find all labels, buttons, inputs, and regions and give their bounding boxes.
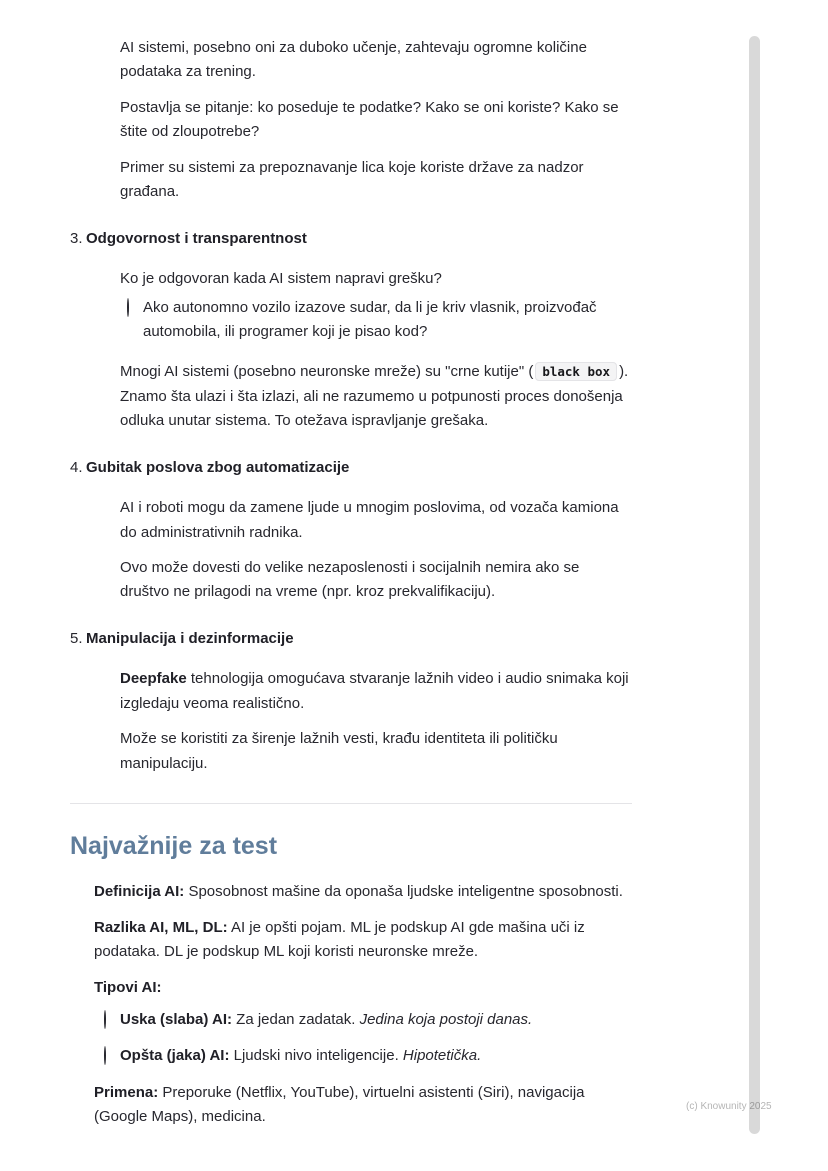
text-bold: Deepfake — [120, 670, 187, 688]
list-item-text — [120, 1008, 632, 1032]
list-item-text: Primer su sistemi za prepoznavanje lica koje koriste države za nadzor građana. — [120, 158, 584, 201]
list-item-text — [94, 1081, 632, 1130]
sub-list-item — [104, 1044, 632, 1068]
list-item-text: Ovo može dovesti do velike nezaposlenosti i socijalnih nemira ako se društvo ne prilagodi na vreme (npr. kroz prekvalifikaciju). — [120, 559, 580, 601]
list-item-text: AI sistemi, posebno oni za duboko učenje, zahtevaju ogromne količine podataka za trening. — [120, 39, 587, 81]
list-item — [104, 156, 632, 205]
text-segment: Mnogi AI sistemi (posebno neuronske mreže) su "crne kutije" ( — [120, 363, 534, 381]
list-item-text — [120, 360, 632, 433]
list-item — [104, 496, 632, 545]
bullet-icon — [104, 156, 120, 205]
list-item — [104, 267, 632, 291]
bullet-icon — [104, 727, 120, 776]
item-number: 5. — [70, 629, 83, 647]
bullet-icon — [78, 916, 94, 965]
list-item-text: Ko je odgovoran kada AI sistem napravi grešku? — [120, 270, 442, 288]
list-item-text: Može se koristiti za širenje lažnih vesti, krađu identiteta ili političku manipulaciju. — [120, 730, 558, 772]
list-item-text: AI i roboti mogu da zamene ljude u mnogim poslovima, od vozača kamiona do administrativnih radnika. — [120, 499, 619, 541]
list-item-text: Ako autonomno vozilo izazove sudar, da li je kriv vlasnik, proizvođač automobila, ili programer koji je pisao kod? — [143, 298, 597, 340]
bullet-icon — [104, 496, 120, 545]
list-item-text — [120, 667, 632, 716]
inline-code: black box — [535, 362, 617, 381]
bullet-icon — [78, 880, 94, 904]
text-bold: Uska (slaba) AI: — [120, 1011, 232, 1029]
bullet-icon — [104, 360, 120, 433]
list-item — [78, 880, 632, 904]
bullet-icon — [104, 267, 120, 291]
list-item — [78, 1081, 632, 1130]
text-segment: AI je opšti pojam. ML je podskup AI gde mašina uči iz podataka. DL je podskup ML koji koristi neuronske mreže. — [94, 918, 585, 961]
sub-list — [70, 296, 632, 345]
text-segment: Ljudski nivo inteligencije. — [229, 1046, 403, 1064]
sub-list — [70, 1008, 632, 1068]
item-title: Manipulacija i dezinformacije — [86, 629, 294, 647]
item-number: 4. — [70, 458, 83, 476]
list-item — [104, 667, 632, 716]
sub-list-item — [127, 296, 632, 345]
text-bold: Primena: — [94, 1083, 159, 1101]
scrollbar[interactable] — [749, 36, 760, 1134]
list-item — [78, 916, 632, 965]
list-item — [104, 727, 632, 776]
item-number: 3. — [70, 229, 83, 247]
document-content — [70, 36, 632, 1141]
text-segment: Za jedan zadatak. — [231, 1011, 360, 1029]
list-item-text: Postavlja se pitanje: ko poseduje te podatke? Kako se oni koriste? Kako se štite od zloupotrebe? — [120, 98, 619, 141]
watermark: (c) Knowunity 2025 — [686, 1101, 772, 1112]
list-item — [104, 556, 632, 605]
text-bold: Definicija AI: — [94, 883, 185, 901]
text-segment: tehnologija omogućava stvaranje lažnih video i audio snimaka koji izgledaju veoma realistično. — [120, 670, 629, 712]
numbered-item-5 — [70, 627, 632, 651]
list-item — [104, 360, 632, 433]
bullet-icon — [104, 667, 120, 716]
circle-bullet-icon — [104, 1008, 120, 1032]
text-segment: Preporuke (Netflix, YouTube), virtuelni asistenti (Siri), navigacija (Google Maps), medicina. — [94, 1083, 585, 1126]
list-item-text — [120, 1044, 632, 1068]
circle-bullet-icon — [127, 296, 143, 345]
text-bold: Razlika AI, ML, DL: — [94, 918, 228, 936]
section-heading: Najvažnije za test — [70, 832, 278, 861]
bullet-icon — [104, 36, 120, 85]
numbered-item-4 — [70, 456, 632, 480]
sub-list-item — [104, 1008, 632, 1032]
item-title: Odgovornost i transparentnost — [86, 229, 307, 247]
bullet-icon — [104, 96, 120, 145]
list-item-text — [94, 880, 632, 904]
text-segment: ). Znamo šta ulazi i šta izlazi, ali ne razumemo u potpunosti proces donošenja odluka unutar sistema. To otežava ispravljanje grešaka. — [120, 363, 629, 430]
list-item — [104, 96, 632, 145]
bullet-icon — [78, 1081, 94, 1130]
list-item — [78, 976, 632, 1000]
text-segment: Sposobnost mašine da oponaša ljudske inteligentne sposobnosti. — [184, 883, 623, 901]
text-italic: Jedina koja postoji danas. — [359, 1011, 533, 1029]
text-bold: Tipovi AI: — [94, 978, 162, 996]
text-bold: Opšta (jaka) AI: — [120, 1046, 230, 1064]
list-item — [104, 36, 632, 85]
bullet-icon — [78, 976, 94, 1000]
section-divider — [70, 803, 632, 804]
text-italic: Hipotetička. — [402, 1046, 482, 1064]
list-item-text — [94, 976, 632, 1000]
list-item-text — [94, 916, 632, 965]
item-title: Gubitak poslova zbog automatizacije — [86, 458, 350, 476]
numbered-item-3 — [70, 227, 632, 251]
circle-bullet-icon — [104, 1044, 120, 1068]
bullet-icon — [104, 556, 120, 605]
